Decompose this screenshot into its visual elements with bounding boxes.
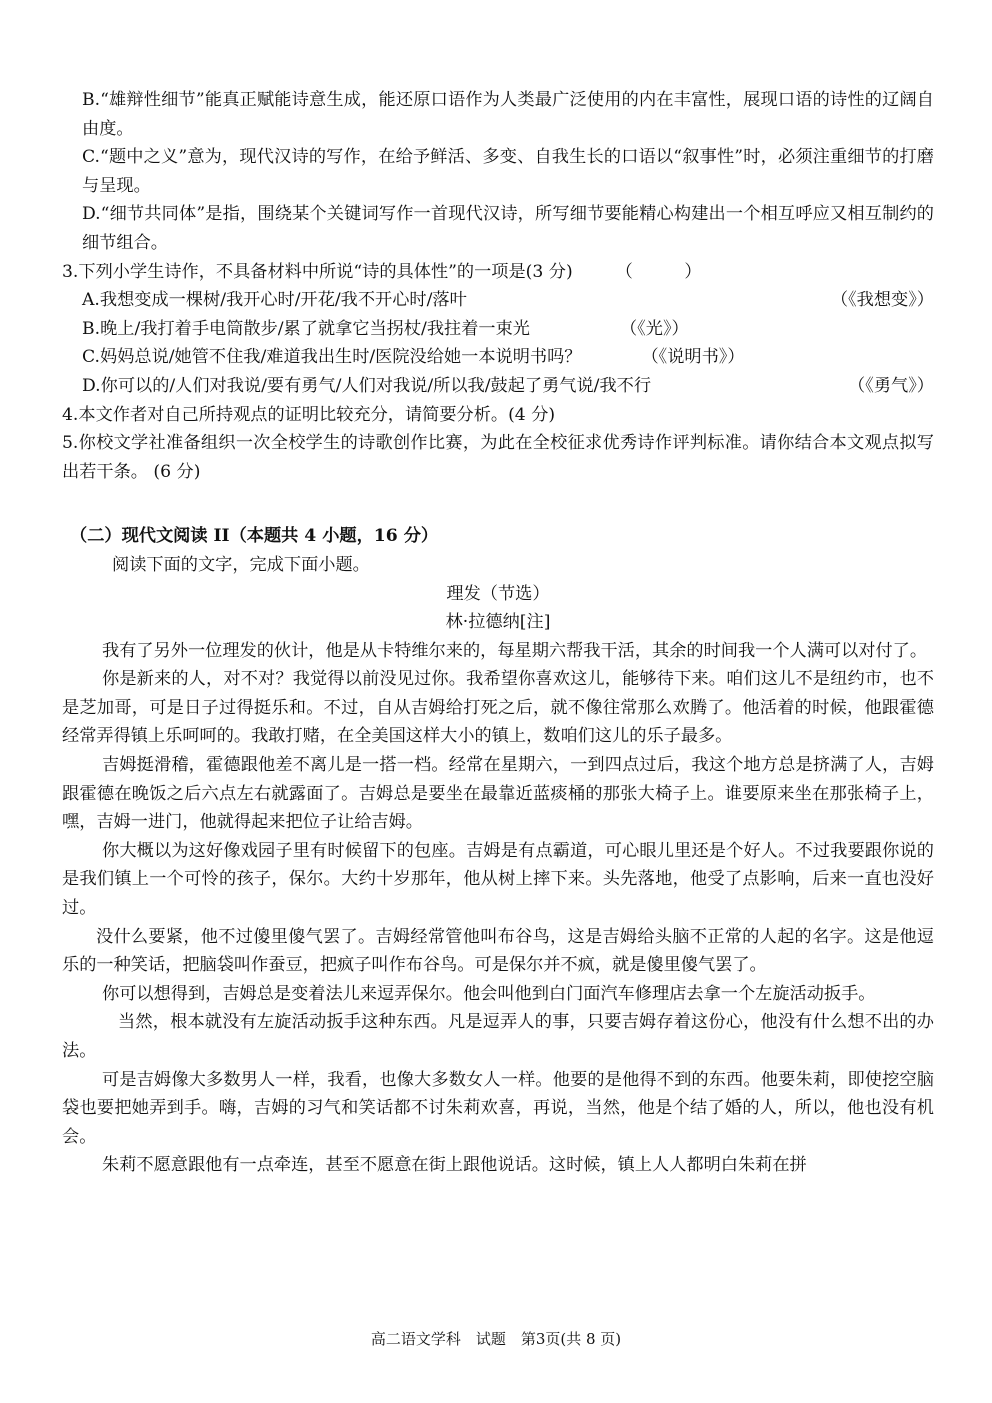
option-source <box>620 315 689 344</box>
passage-title: 理发（节选） <box>446 583 550 604</box>
passage-paragraph: 没什么要紧，他不过傻里傻气罢了。吉姆经常管他叫布谷鸟，这是吉姆给头脑不正常的人起的名字。这是他逗乐的一种笑话，把脑袋叫作蚕豆，把疯子叫作布谷鸟。可是保尔并不疯，就是傻里傻气罢了。 <box>62 926 934 976</box>
question-3-option-a <box>62 286 934 315</box>
option-text: D.你可以的/人们对我说/要有勇气/人们对我说/所以我/鼓起了勇气说/我不行 <box>82 375 652 396</box>
question-5: 5.你校文学社准备组织一次全校学生的诗歌创作比赛，为此在全校征求优秀诗作评判标准。请你结合本文观点拟写出若干条。 (6 分) <box>62 433 934 482</box>
option-source <box>641 343 744 372</box>
option-c: C.“题中之义”意为，现代汉诗的写作，在给予鲜活、多变、自我生长的口语以“叙事性”时，必须注重细节的打磨与呈现。 <box>82 147 934 196</box>
question-4: 4.本文作者对自己所持观点的证明比较充分，请简要分析。(4 分) <box>62 404 556 425</box>
passage-paragraph: 当然，根本就没有左旋活动扳手这种东西。凡是逗弄人的事，只要吉姆存着这份心，他没有什么想不出的办法。 <box>62 1012 934 1061</box>
option-b: B.“雄辩性细节”能真正赋能诗意生成，能还原口语作为人类最广泛使用的内在丰富性，展现口语的诗性的辽阔自由度。 <box>82 90 934 139</box>
question-3-option-b <box>62 315 934 344</box>
option-source-title: 《光》） <box>637 318 689 339</box>
option-source-title: 《勇气》） <box>865 375 934 396</box>
question-3-stem: 3.下列小学生诗作，不具备材料中所说“诗的具体性”的一项是(3 分) （ ） <box>62 261 702 282</box>
section-gap <box>62 486 934 522</box>
option-source-open-paren: （ <box>619 318 638 339</box>
option-source-open-paren: （ <box>848 375 866 396</box>
passage-paragraph: 你可以想得到，吉姆总是变着法儿来逗弄保尔。他会叫他到白门面汽车修理店去拿一个左旋活动扳手。 <box>102 983 876 1004</box>
passage-paragraph: 你是新来的人，对不对？我觉得以前没见过你。我希望你喜欢这儿，能够待下来。咱们这儿不是纽约市，也不是芝加哥，可是日子过得挺乐和。不过，自从吉姆给打死之后，就不像往常那么欢腾了。他活着的时候，他跟霍德经常弄得镇上乐呵呵的。我敢打赌，在全美国这样大小的镇上，数咱们这儿的乐子最多。 <box>62 669 934 747</box>
option-source <box>831 286 934 315</box>
option-source-open-paren: （ <box>641 347 659 368</box>
passage-paragraph: 朱莉不愿意跟他有一点牵连，甚至不愿意在街上跟他说话。这时候，镇上人人都明白朱莉在拼 <box>102 1155 807 1176</box>
passage-paragraph: 吉姆挺滑稽，霍德跟他差不离儿是一搭一档。经常在星期六，一到四点过后，我这个地方总是挤满了人，吉姆跟霍德在晚饭之后六点左右就露面了。吉姆总是要坐在最靠近蓝痰桶的那张大椅子上。谁要原来坐在那张椅子上，嘿，吉姆一进门，他就得起来把位子让给吉姆。 <box>62 755 934 833</box>
option-text: C.妈妈总说/她管不住我/难道我出生时/医院没给她一本说明书吗？ <box>82 347 582 368</box>
option-source-title: 《说明书》） <box>658 347 745 368</box>
option-text: A.我想变成一棵树/我开心时/开花/我不开心时/落叶 <box>82 290 467 311</box>
page-content <box>62 86 934 1180</box>
passage-paragraph: 可是吉姆像大多数男人一样，我看，也像大多数女人一样。他要的是他得不到的东西。他要朱莉，即使挖空脑袋也要把她弄到手。嗨，吉姆的习气和笑话都不讨朱莉欢喜，再说，当然，他是个结了婚的人，所以，他也没有机会。 <box>62 1069 934 1147</box>
option-d: D.“细节共同体”是指，围绕某个关键词写作一首现代汉诗，所写细节要能精心构建出一个相互呼应又相互制约的细节组合。 <box>82 204 934 253</box>
option-source <box>848 372 934 401</box>
passage-paragraph: 你大概以为这好像戏园子里有时候留下的包座。吉姆是有点霸道，可心眼儿里还是个好人。不过我要跟你说的是我们镇上一个可怜的孩子，保尔。大约十岁那年，他从树上摔下来。头先落地，他受了点影响，后来一直也没好过。 <box>62 840 934 919</box>
question-3-option-c <box>62 343 934 372</box>
option-text: B.晚上/我打着手电筒散步/累了就拿它当拐杖/我拄着一束光 <box>82 318 530 339</box>
option-source-open-paren: （ <box>830 290 849 311</box>
option-source-title: 《我想变》） <box>848 290 934 311</box>
question-3-option-d <box>62 372 934 401</box>
passage-author: 林·拉德纳[注] <box>445 612 551 633</box>
section-instruction: 阅读下面的文字，完成下面小题。 <box>112 554 370 575</box>
section-heading: （二）现代文阅读 II（本题共 4 小题，16 分） <box>70 526 439 547</box>
passage-paragraph: 我有了另外一位理发的伙计，他是从卡特维尔来的，每星期六帮我干活，其余的时间我一个人满可以对付了。 <box>102 640 928 661</box>
page-footer: 高二语文学科 试题 第3页(共 8 页) <box>370 1330 622 1348</box>
